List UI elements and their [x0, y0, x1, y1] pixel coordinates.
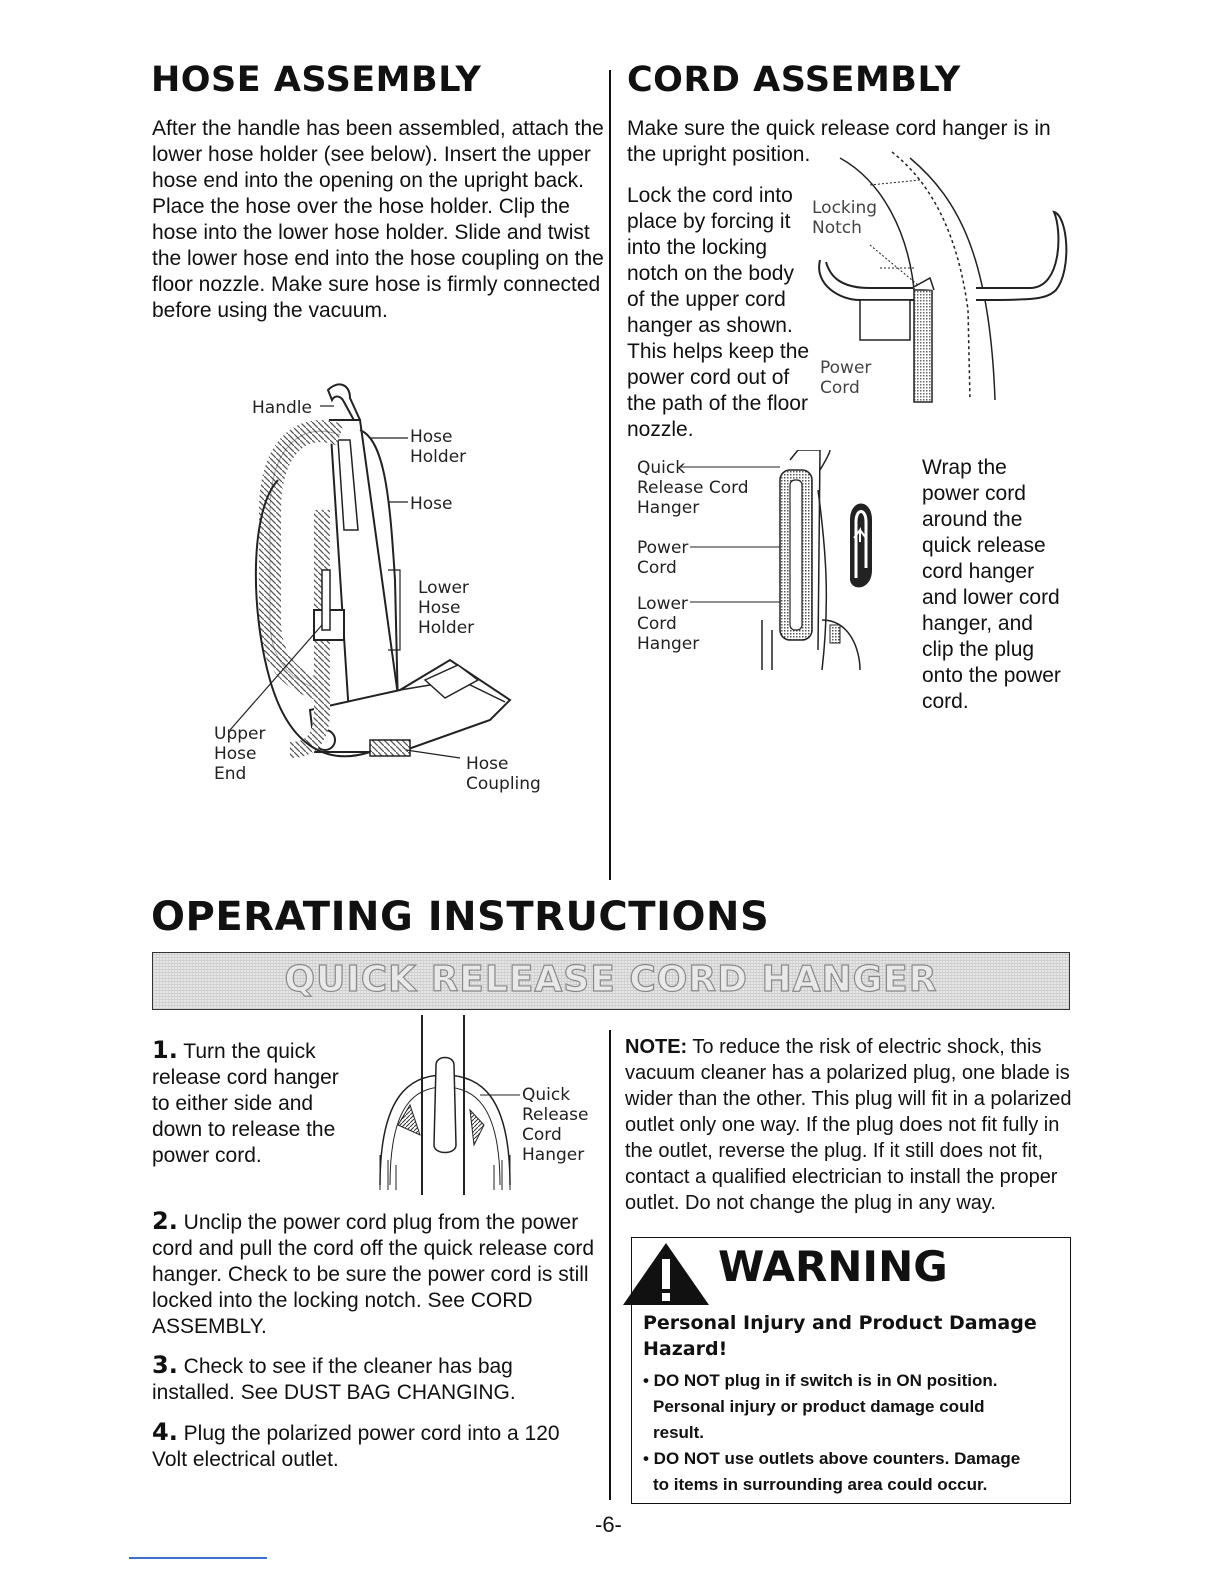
text-line: Volt electrical outlet. — [152, 1448, 339, 1471]
warning-title: WARNING — [718, 1242, 948, 1291]
text-line: hanger as shown. — [627, 314, 793, 337]
text-line: Hazard! — [643, 1338, 728, 1360]
warning-hazard — [643, 1310, 1037, 1362]
text-line: the upright position. — [627, 143, 811, 166]
label-line: Notch — [812, 218, 862, 238]
label-line: Hose — [418, 598, 461, 618]
label-line: Cord — [820, 378, 860, 398]
step-number: 3. — [152, 1351, 178, 1379]
text-line: floor nozzle. Make sure hose is firmly connected — [152, 273, 601, 296]
label-hose: Hose — [410, 494, 453, 514]
column-divider — [609, 70, 611, 880]
label-line: Hose — [214, 744, 257, 764]
text-line: clip the plug — [922, 638, 1035, 661]
text-line: cord hanger — [922, 560, 1035, 583]
label-line: Upper — [214, 724, 266, 744]
text-line: Personal injury or product damage could — [653, 1397, 985, 1416]
text-line: lower hose holder (see below). Insert the upper — [152, 143, 591, 166]
label-line: Lower — [418, 578, 469, 598]
text-line: quick release — [922, 534, 1046, 557]
label-lower-hose-holder — [418, 578, 474, 638]
operating-instructions-title: OPERATING INSTRUCTIONS — [151, 894, 770, 940]
label-lower-cord-hanger — [637, 594, 699, 654]
text-line: cord. — [922, 690, 969, 713]
text-line: hanger, and — [922, 612, 1033, 635]
label-line: Lower — [637, 594, 688, 614]
label-line: Holder — [410, 447, 467, 467]
text-line: the outlet, reverse the plug. If it still does not fit, — [625, 1140, 1043, 1162]
label-line: Quick — [522, 1085, 571, 1105]
label-power-cord-lower — [637, 538, 688, 578]
text-line: power cord out of — [627, 366, 790, 389]
label-line: Cord — [522, 1125, 562, 1145]
label-line: Hose — [466, 754, 509, 774]
note-paragraph — [625, 1034, 1075, 1216]
hose-assembly-title: HOSE ASSEMBLY — [151, 60, 482, 100]
text-line: nozzle. — [627, 418, 694, 441]
text-line: locked into the locking notch. See CORD — [152, 1289, 533, 1312]
label-line: Hanger — [637, 498, 700, 518]
text-line: power cord — [922, 482, 1026, 505]
text-line: wider than the other. This plug will fit in a polarized — [625, 1088, 1072, 1110]
text-line: release cord hanger — [152, 1066, 339, 1089]
label-upper-hose-end — [214, 724, 265, 784]
column-divider-lower — [609, 1030, 611, 1500]
text-line: to either side and — [152, 1092, 314, 1115]
text-line: place by forcing it — [627, 210, 791, 233]
text-line: and lower cord — [922, 586, 1060, 609]
warning-triangle-icon — [621, 1241, 711, 1307]
text-line: notch on the body — [627, 262, 794, 285]
label-hose-coupling — [466, 754, 541, 794]
text-line: hanger. Check to be sure the power cord is still — [152, 1263, 589, 1286]
text-line: Check to see if the cleaner has bag — [177, 1355, 513, 1378]
text-line: Unclip the power cord plug from the power — [177, 1211, 579, 1234]
label-line: Power — [820, 358, 872, 378]
label-line: End — [214, 764, 247, 784]
text-line: hose end into the opening on the upright back. — [152, 169, 584, 192]
label-quick-release-cord-hanger-2 — [522, 1085, 588, 1165]
text-line: onto the power — [922, 664, 1061, 687]
text-line: around the — [922, 508, 1023, 531]
label-handle: Handle — [252, 398, 312, 418]
label-locking-notch — [812, 198, 877, 238]
step-3 — [152, 1352, 602, 1406]
label-power-cord-upper — [820, 358, 871, 398]
label-line: Cord — [637, 558, 677, 578]
text-line: contact a qualified electrician to install the proper — [625, 1166, 1058, 1188]
label-line: Locking — [812, 198, 878, 218]
step-number: 1. — [152, 1036, 178, 1064]
text-line: To reduce the risk of electric shock, this — [687, 1036, 1042, 1058]
text-line: Turn the quick — [177, 1040, 316, 1063]
step-2 — [152, 1208, 602, 1340]
label-line: Hanger — [522, 1145, 585, 1165]
text-line: to items in surrounding area could occur. — [653, 1475, 988, 1494]
label-hose-holder — [410, 427, 466, 467]
text-line: result. — [653, 1423, 705, 1442]
text-line: • DO NOT plug in if switch is in ON position. — [643, 1371, 998, 1390]
label-quick-release-cord-hanger — [637, 458, 749, 518]
note-label: NOTE: — [625, 1036, 688, 1058]
label-line: Hanger — [637, 634, 700, 654]
text-line: cord and pull the cord off the quick release cord — [152, 1237, 595, 1260]
step-4 — [152, 1419, 602, 1473]
text-line: installed. See DUST BAG CHANGING. — [152, 1381, 516, 1404]
label-line: Coupling — [466, 774, 541, 794]
section-banner — [152, 952, 1070, 1010]
text-line: Wrap the — [922, 456, 1007, 479]
label-line: Quick — [637, 458, 686, 478]
text-line: the lower hose end into the hose coupling on the — [152, 247, 604, 270]
label-line: Power — [637, 538, 689, 558]
step-1 — [152, 1037, 352, 1169]
label-line: Holder — [418, 618, 475, 638]
quick-release-hanger-illustration — [370, 1015, 530, 1195]
text-line: outlet. Do not change the plug in any way. — [625, 1192, 996, 1214]
hose-assembly-text — [152, 116, 612, 324]
banner-title: QUICK RELEASE CORD HANGER — [284, 959, 938, 1000]
cord-assembly-lock-text — [627, 183, 827, 443]
step-number: 4. — [152, 1418, 178, 1446]
text-line: ASSEMBLY. — [152, 1315, 267, 1338]
label-line: Release — [522, 1105, 589, 1125]
page-number: -6- — [595, 1512, 622, 1537]
label-line: Hose — [410, 427, 453, 447]
text-line: the path of the floor — [627, 392, 808, 415]
text-line: Plug the polarized power cord into a 120 — [177, 1422, 560, 1445]
step-number: 2. — [152, 1207, 178, 1235]
text-line: • DO NOT use outlets above counters. Damage — [643, 1449, 1021, 1468]
text-line: hose into the lower hose holder. Slide and twist — [152, 221, 590, 244]
text-line: After the handle has been assembled, attach the — [152, 117, 604, 140]
footer-rule — [129, 1557, 267, 1559]
text-line: vacuum cleaner has a polarized plug, one blade is — [625, 1062, 1070, 1084]
text-line: This helps keep the — [627, 340, 810, 363]
label-line: Cord — [637, 614, 677, 634]
text-line: Personal Injury and Product Damage — [643, 1312, 1037, 1334]
text-line: down to release the — [152, 1118, 336, 1141]
warning-bullets — [643, 1368, 1063, 1498]
text-line: before using the vacuum. — [152, 299, 388, 322]
text-line: power cord. — [152, 1144, 262, 1167]
cord-assembly-title: CORD ASSEMBLY — [627, 60, 961, 100]
label-line: Release Cord — [637, 478, 749, 498]
text-line: Make sure the quick release cord hanger is in — [627, 117, 1051, 140]
text-line: into the locking — [627, 236, 768, 259]
text-line: of the upper cord — [627, 288, 786, 311]
cord-wrap-text — [922, 455, 1072, 715]
text-line: outlet only one way. If the plug does not fit fully in — [625, 1114, 1060, 1136]
text-line: Place the hose over the hose holder. Clip the — [152, 195, 570, 218]
text-line: Lock the cord into — [627, 184, 793, 207]
